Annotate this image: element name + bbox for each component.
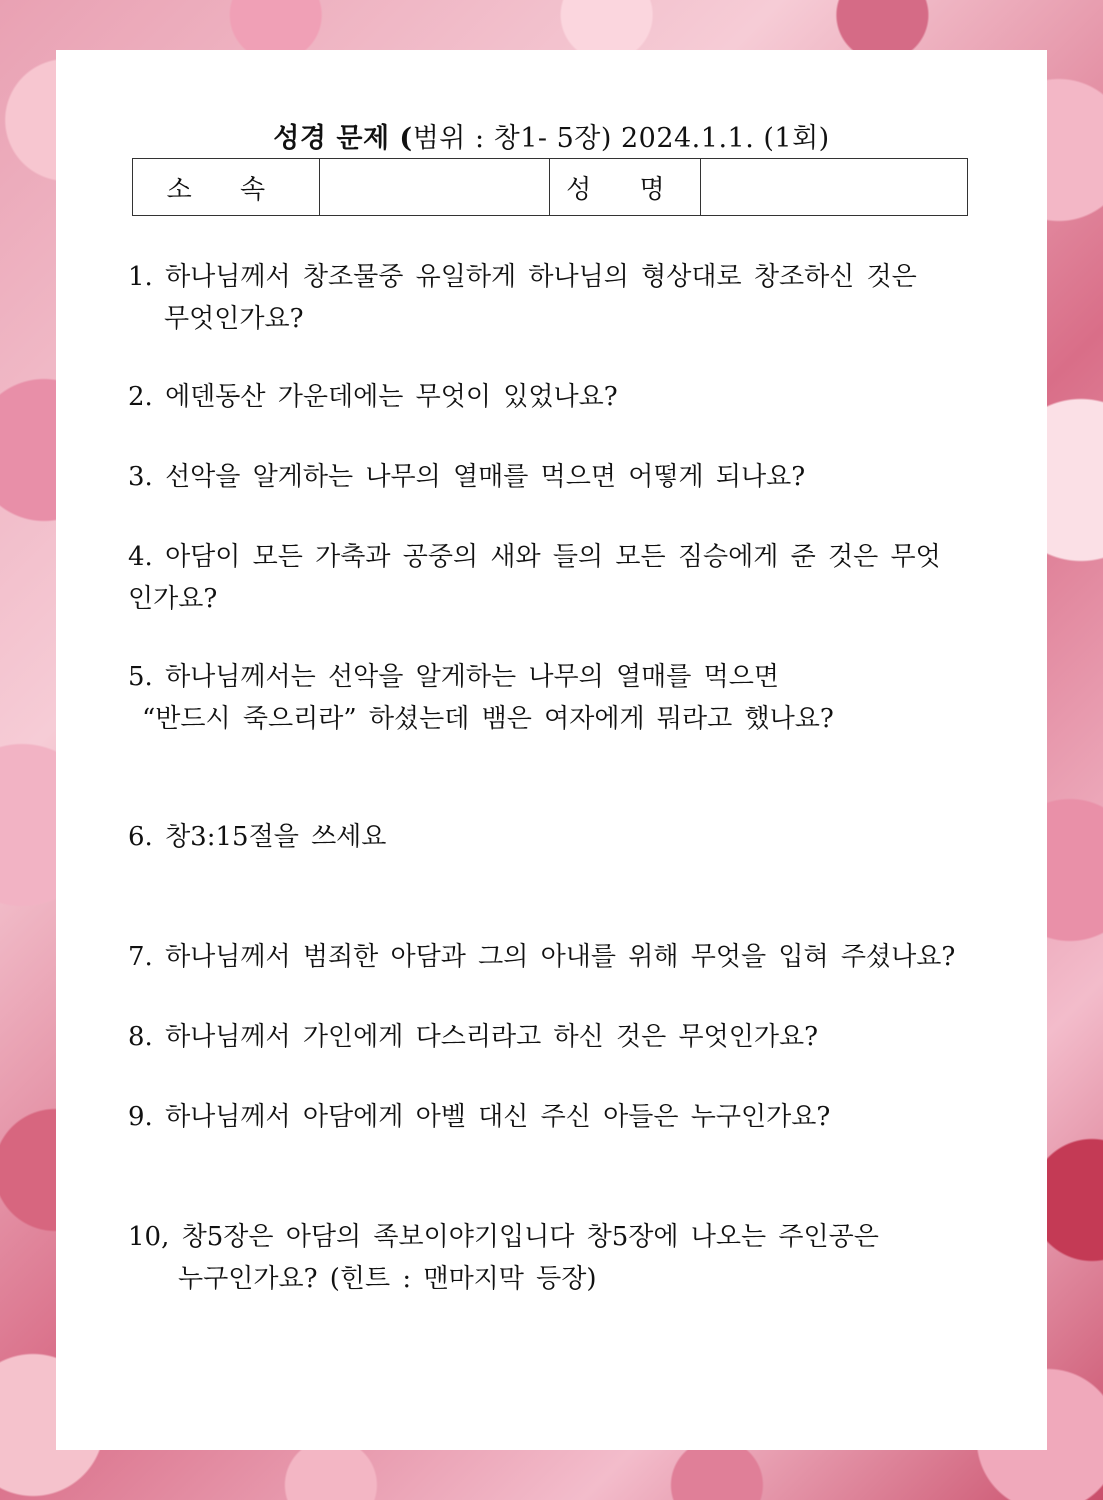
question-3 xyxy=(128,456,984,498)
title-range-date: 범위 : 창1- 5장) 2024.1.1. (1회) xyxy=(412,123,830,154)
question-6-line1: 6. 창3:15절을 쓰세요 xyxy=(128,822,387,852)
name-label: 성 명 xyxy=(550,159,701,216)
question-6 xyxy=(128,816,984,858)
question-10-line2: 누구인가요? (힌트 : 맨마지막 등장) xyxy=(178,1264,597,1294)
question-1 xyxy=(128,256,984,340)
name-field[interactable] xyxy=(701,159,968,216)
question-4-line1: 4. 아담이 모든 가축과 공중의 새와 들의 모든 짐승에게 준 것은 무엇 xyxy=(128,542,941,572)
question-5-line1: 5. 하나님께서는 선악을 알게하는 나무의 열매를 먹으면 xyxy=(128,662,779,692)
quiz-sheet xyxy=(56,50,1047,1450)
question-9-line1: 9. 하나님께서 아담에게 아벨 대신 주신 아들은 누구인가요? xyxy=(128,1102,831,1132)
question-7-line1: 7. 하나님께서 범죄한 아담과 그의 아내를 위해 무엇을 입혀 주셨나요? xyxy=(128,942,956,972)
question-8-line1: 8. 하나님께서 가인에게 다스리라고 하신 것은 무엇인가요? xyxy=(128,1022,819,1052)
question-1-line1: 1. 하나님께서 창조물중 유일하게 하나님의 형상대로 창조하신 것은 xyxy=(128,262,917,292)
affiliation-field[interactable] xyxy=(319,159,550,216)
question-2 xyxy=(128,376,984,418)
question-8 xyxy=(128,1016,984,1058)
info-table xyxy=(132,158,968,216)
question-9 xyxy=(128,1096,984,1138)
question-10-line1: 10, 창5장은 아담의 족보이야기입니다 창5장에 나오는 주인공은 xyxy=(128,1222,879,1252)
question-5 xyxy=(128,656,984,740)
question-2-line1: 2. 에덴동산 가운데에는 무엇이 있었나요? xyxy=(128,382,618,412)
question-1-line2: 무엇인가요? xyxy=(164,304,304,334)
question-3-line1: 3. 선악을 알게하는 나무의 열매를 먹으면 어떻게 되나요? xyxy=(128,462,806,492)
question-10 xyxy=(128,1216,984,1300)
question-7 xyxy=(128,936,984,978)
question-4 xyxy=(128,536,984,620)
title-main: 성경 문제 ( xyxy=(273,123,413,154)
page-title xyxy=(56,116,1047,155)
question-4-line2: 인가요? xyxy=(128,584,218,614)
question-5-line2: “반드시 죽으리라” 하셨는데 뱀은 여자에게 뭐라고 했나요? xyxy=(142,704,834,734)
affiliation-label: 소 속 xyxy=(133,159,320,216)
